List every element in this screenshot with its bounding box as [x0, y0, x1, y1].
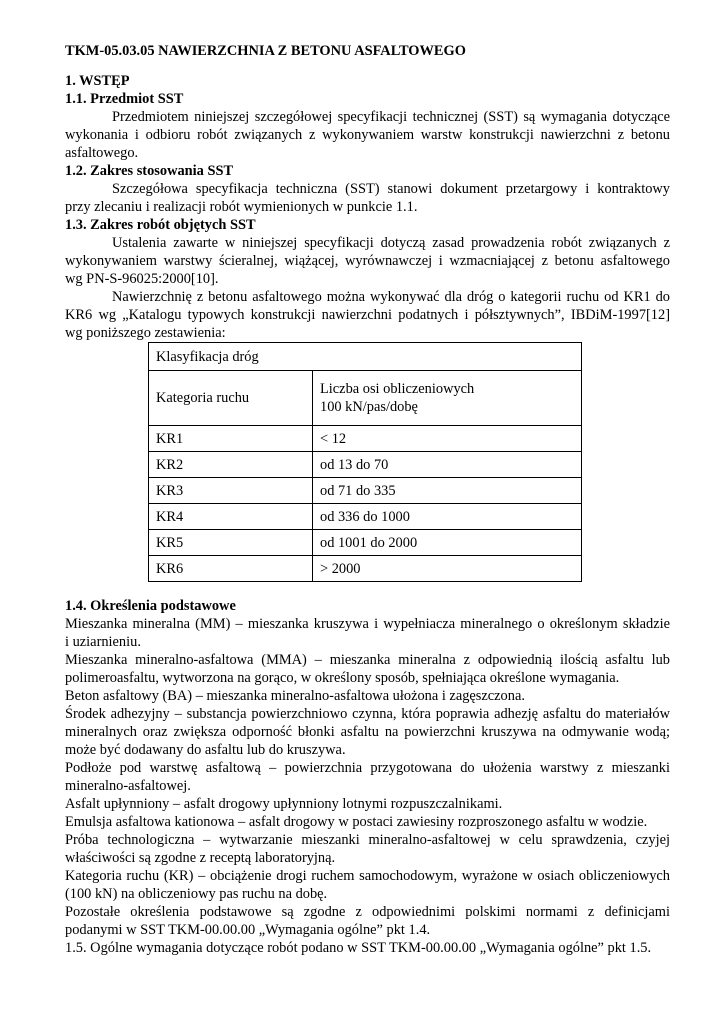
- definition-line: (100 kN) na obliczeniowy pas ruchu na dobę.: [65, 886, 328, 902]
- definition-line: Beton asfaltowy (BA) – mieszanka mineralno-asfaltowa ułożona i zagęszczona.: [65, 688, 525, 704]
- definition-line: Podłoże pod warstwę asfaltową – powierzchnia przygotowana do ułożenia warstwy z mieszanki: [65, 760, 670, 776]
- document-title: TKM-05.03.05 NAWIERZCHNIA Z BETONU ASFALTOWEGO: [65, 43, 466, 59]
- document-page: [65, 38, 670, 957]
- table-cell-value: od 1001 do 2000: [313, 530, 582, 556]
- table-cell-category: KR3: [149, 478, 313, 504]
- section-1-heading: 1. WSTĘP: [65, 73, 130, 89]
- definition-line: polimeroasfaltu, wytworzona na gorąco, w określony sposób, spełniająca określone wymagania.: [65, 670, 620, 686]
- table-header-axles: [313, 371, 582, 426]
- table-header-axles-line1: Liczba osi obliczeniowych: [320, 381, 475, 397]
- section-1-4-heading: 1.4. Określenia podstawowe: [65, 598, 236, 614]
- definition-line: Środek adhezyjny – substancja powierzchniowo czynna, która poprawia adhezję asfaltu do materiałów: [65, 706, 670, 722]
- section-1-3-heading: 1.3. Zakres robót objętych SST: [65, 217, 256, 233]
- paragraph-line: Przedmiotem niniejszej szczegółowej specyfikacji technicznej (SST) są wymagania dotyczące: [112, 109, 670, 125]
- table-cell-value: od 13 do 70: [313, 452, 582, 478]
- table-cell-category: KR1: [149, 426, 313, 452]
- table-row: [149, 426, 582, 452]
- table-row: [149, 478, 582, 504]
- table-cell-category: KR4: [149, 504, 313, 530]
- table-row: [149, 530, 582, 556]
- paragraph-line: Szczegółowa specyfikacja techniczna (SST) stanowi dokument przetargowy i kontraktowy: [112, 181, 670, 197]
- table-row: [149, 504, 582, 530]
- table-cell-category: KR5: [149, 530, 313, 556]
- table-caption: Klasyfikacja dróg: [149, 343, 582, 371]
- paragraph-line: Nawierzchnię z betonu asfaltowego można wykonywać dla dróg o kategorii ruchu od KR1 do: [112, 289, 670, 305]
- paragraph-line: asfaltowego.: [65, 145, 139, 161]
- definition-line: i uziarnieniu.: [65, 634, 141, 650]
- paragraph-line: wg PN-S-96025:2000[10].: [65, 271, 219, 287]
- section-1-1-heading: 1.1. Przedmiot SST: [65, 91, 184, 107]
- definition-line: Mieszanka mineralno-asfaltowa (MMA) – mieszanka mineralna z odpowiednią ilością asfaltu lub: [65, 652, 670, 668]
- paragraph-line: przy zlecaniu i realizacji robót wymienionych w punkcie 1.1.: [65, 199, 418, 215]
- definition-line: może być dodawany do asfaltu lub do kruszywa.: [65, 742, 346, 758]
- traffic-category-table: [148, 342, 582, 582]
- section-1-5-line: 1.5. Ogólne wymagania dotyczące robót podano w SST TKM-00.00.00 „Wymagania ogólne” pkt 1.5.: [65, 940, 652, 956]
- table-header-axles-line2: 100 kN/pas/dobę: [320, 399, 418, 415]
- definition-line: Asfalt upłynniony – asfalt drogowy upłynniony lotnymi rozpuszczalnikami.: [65, 796, 503, 812]
- table-cell-category: KR6: [149, 556, 313, 582]
- table-cell-value: od 71 do 335: [313, 478, 582, 504]
- paragraph-line: wg poniższego zestawienia:: [65, 325, 226, 341]
- paragraph-line: wykonywaniem warstwy ścieralnej, wiążącej, wyrównawczej i wzmacniającej z betonu asfaltowego: [65, 253, 670, 269]
- definition-line: Mieszanka mineralna (MM) – mieszanka kruszywa i wypełniacza mineralnego o określonym składzie: [65, 616, 670, 632]
- definition-line: mineralnych oraz zwiększa odporność błonki asfaltu na powierzchni kruszywa na odmywanie wodą;: [65, 724, 670, 740]
- definition-line: Kategoria ruchu (KR) – obciążenie drogi ruchem samochodowym, wyrażone w osiach obliczeniowych: [65, 868, 670, 884]
- definition-line: Próba technologiczna – wytwarzanie mieszanki mineralno-asfaltowej w celu sprawdzenia, czyjej: [65, 832, 670, 848]
- definition-line: mineralno-asfaltowej.: [65, 778, 191, 794]
- table-row: [149, 556, 582, 582]
- table-row: [149, 452, 582, 478]
- table-cell-value: < 12: [313, 426, 582, 452]
- table-cell-value: > 2000: [313, 556, 582, 582]
- table-cell-value: od 336 do 1000: [313, 504, 582, 530]
- paragraph-line: KR6 wg „Katalogu typowych konstrukcji nawierzchni podatnych i półsztywnych”, IBDiM-1997[12]: [65, 307, 670, 323]
- definition-line: Pozostałe określenia podstawowe są zgodne z odpowiednimi polskimi normami z definicjami: [65, 904, 670, 920]
- definition-line: podanymi w SST TKM-00.00.00 „Wymagania ogólne” pkt 1.4.: [65, 922, 431, 938]
- paragraph-line: wykonania i odbioru robót związanych z wykonywaniem warstw konstrukcji nawierzchni z betonu: [65, 127, 670, 143]
- definition-line: właściwości są zgodne z receptą laboratoryjną.: [65, 850, 336, 866]
- definition-line: Emulsja asfaltowa kationowa – asfalt drogowy w postaci zawiesiny rozproszonego asfaltu w wodzie.: [65, 814, 648, 830]
- table-header-category: Kategoria ruchu: [149, 371, 313, 426]
- paragraph-line: Ustalenia zawarte w niniejszej specyfikacji dotyczą zasad prowadzenia robót związanych z: [112, 235, 670, 251]
- section-1-2-heading: 1.2. Zakres stosowania SST: [65, 163, 234, 179]
- table-cell-category: KR2: [149, 452, 313, 478]
